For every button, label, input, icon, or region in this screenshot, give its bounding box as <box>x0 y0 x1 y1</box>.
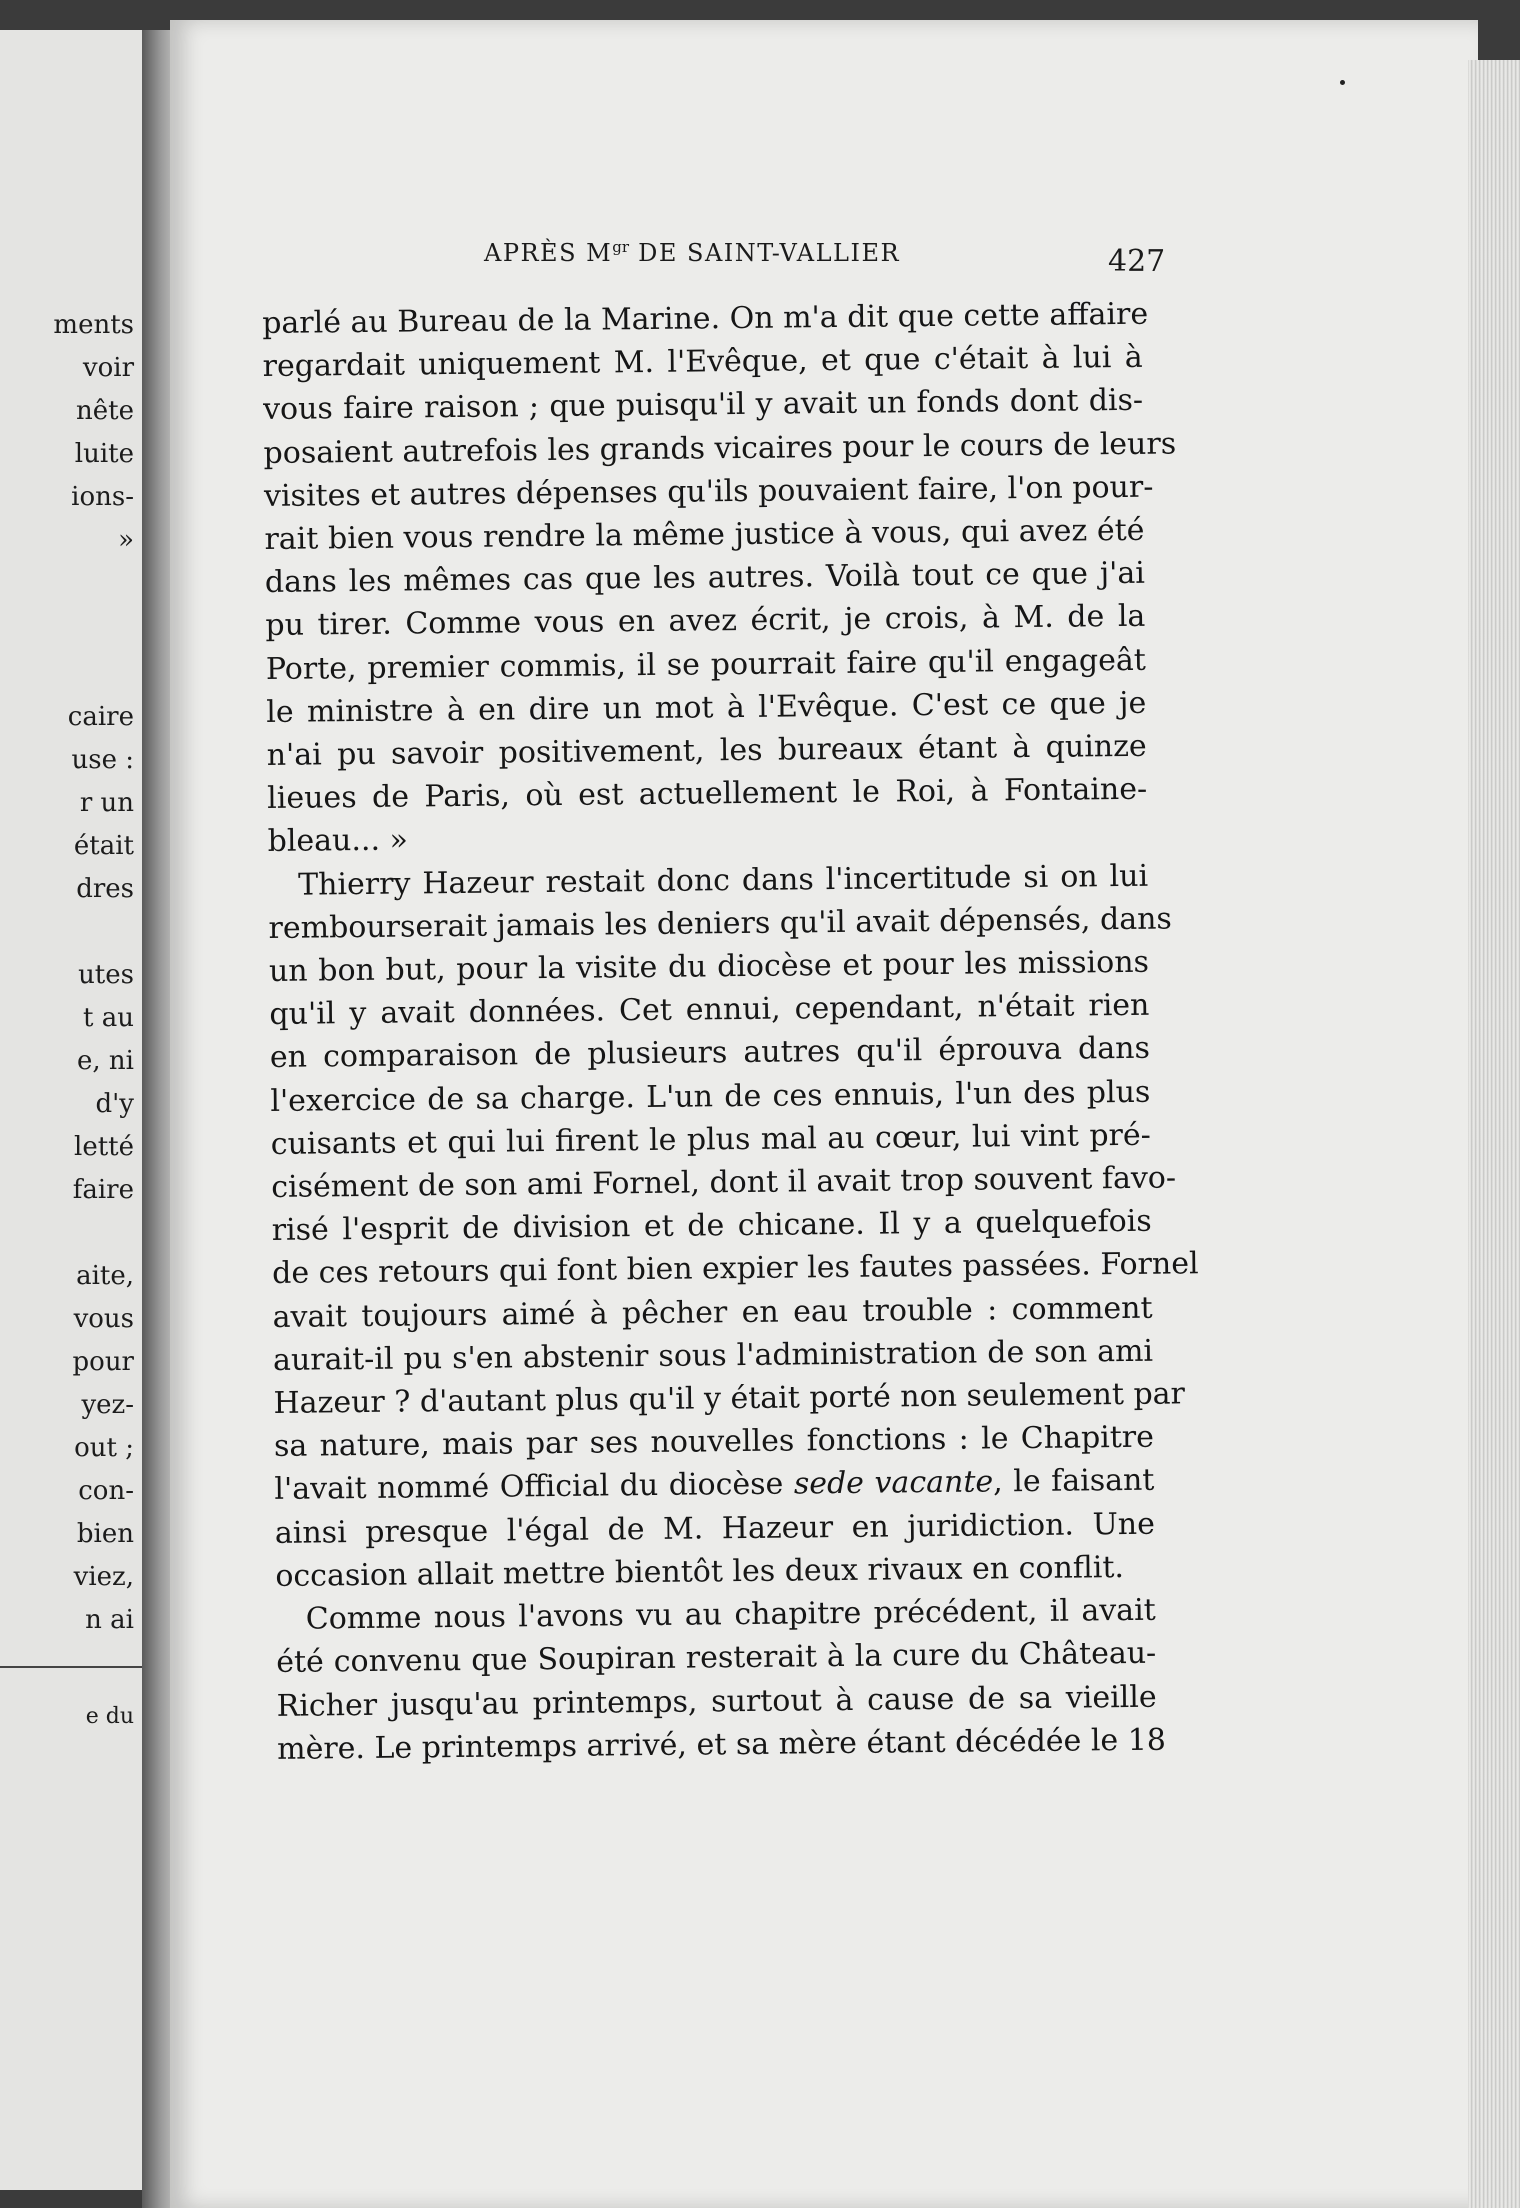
left-page-text: n ai <box>85 1605 134 1635</box>
text-line: parlé au Bureau de la Marine. On m'a dit que cette affaire <box>262 296 1149 341</box>
left-page-text: » <box>118 525 134 555</box>
text-line: Richer jusqu'au printemps, surtout à cause de sa vieille <box>276 1679 1157 1724</box>
text-line: rait bien vous rendre la même justice à vous, qui avez été <box>264 512 1145 558</box>
speck <box>1340 80 1345 85</box>
text-line: risé l'esprit de division et de chicane. Il y a quelquefois <box>271 1204 1152 1249</box>
left-page-text: e, ni <box>77 1046 134 1076</box>
footnote-rule <box>0 1666 142 1668</box>
body-text <box>262 293 1199 1771</box>
left-page-text: nête <box>76 396 134 426</box>
left-page-text: r un <box>79 788 134 818</box>
text-line: cisément de son ami Fornel, dont il avait trop souvent favo- <box>271 1160 1177 1206</box>
text-line: de ces retours qui font bien expier les fautes passées. Fornel <box>271 1246 1199 1292</box>
text-line: regardait uniquement M. l'Evêque, et que c'était à lui à <box>262 339 1143 385</box>
left-page-text: yez- <box>81 1390 134 1420</box>
text-line: qu'il y avait données. Cet ennui, cependant, n'était rien <box>269 987 1150 1033</box>
left-page-text: caire <box>67 702 134 732</box>
text-line: l'avait nommé Official du diocèse sede vacante, le faisant <box>274 1463 1155 1508</box>
paragraph <box>262 293 1177 864</box>
left-page-text: voir <box>82 353 134 383</box>
paragraphs <box>262 293 1199 1771</box>
left-page-text: luite <box>74 439 134 469</box>
text-line: mère. Le printemps arrivé, et sa mère étant décédée le 18 <box>276 1722 1167 1767</box>
page-number: 427 <box>1108 244 1166 279</box>
left-page-text: ments <box>53 310 134 340</box>
text-line: avait toujours aimé à pêcher en eau trouble : comment <box>272 1290 1153 1335</box>
left-page-text: était <box>73 831 134 861</box>
left-page-text: t au <box>83 1003 134 1033</box>
text-line: dans les mêmes cas que les autres. Voilà tout ce que j'ai <box>264 555 1146 601</box>
running-title-rest: DE SAINT-VALLIER <box>629 239 901 267</box>
text-line: le ministre à en dire un mot à l'Evêque. C'est ce que je <box>266 685 1147 730</box>
left-page-text: bien <box>76 1519 134 1549</box>
left-page-text: pour <box>72 1347 134 1377</box>
left-page-footnote: e du <box>85 1704 134 1729</box>
left-page-text: use : <box>71 745 134 775</box>
text-line: occasion allait mettre bientôt les deux rivaux en conflit. <box>275 1549 1125 1594</box>
left-page-text: out ; <box>74 1433 134 1463</box>
text-line: vous faire raison ; que puisqu'il y avait un fonds dont dis- <box>262 383 1144 428</box>
text-line: ainsi presque l'égal de M. Hazeur en juridiction. Une <box>274 1506 1156 1551</box>
text-line: Hazeur ? d'autant plus qu'il y était porté non seulement par <box>273 1376 1186 1422</box>
text-line: un bon but, pour la visite du diocèse et pour les missions <box>268 944 1150 990</box>
text-line: Comme nous l'avons vu au chapitre précédent, il avait <box>305 1592 1156 1637</box>
text-line: aurait-il pu s'en abstenir sous l'administration de son ami <box>272 1333 1154 1378</box>
text-line: posaient autrefois les grands vicaires pour le cours de leurs <box>263 426 1177 471</box>
paragraph <box>268 854 1199 1598</box>
left-page-text: aite, <box>76 1261 134 1291</box>
page-edges <box>1468 60 1520 2208</box>
running-title-superscript: gr <box>612 238 629 256</box>
text-line: cuisants et qui lui firent le plus mal au cœur, lui vint pré- <box>270 1117 1151 1162</box>
left-page-text: d'y <box>95 1089 134 1119</box>
text-line: Porte, premier commis, il se pourrait faire qu'il engageât <box>265 642 1146 687</box>
left-page-text: letté <box>74 1132 134 1162</box>
left-page-fragment <box>0 30 142 2190</box>
text-line: Thierry Hazeur restait donc dans l'incertitude si on lui <box>297 858 1149 903</box>
text-line: l'exercice de sa charge. L'un de ces ennuis, l'un des plus <box>270 1074 1151 1119</box>
left-page-text: faire <box>72 1175 134 1205</box>
left-page-text: con- <box>78 1476 134 1506</box>
text-line: sa nature, mais par ses nouvelles fonctions : le Chapitre <box>273 1420 1155 1465</box>
text-line: pu tirer. Comme vous en avez écrit, je crois, à M. de la <box>265 599 1146 644</box>
running-header <box>484 238 900 267</box>
paragraph <box>276 1589 1167 1771</box>
running-title: APRÈS M <box>484 239 613 267</box>
text-line: n'ai pu savoir positivement, les bureaux étant à quinze <box>266 728 1147 774</box>
text-line: rembourserait jamais les deniers qu'il avait dépensés, dans <box>268 901 1173 946</box>
text-line: visites et autres dépenses qu'ils pouvaient faire, l'on pour- <box>263 469 1154 514</box>
text-line: lieues de Paris, où est actuellement le Roi, à Fontaine- <box>267 771 1148 817</box>
left-page-text: dres <box>76 874 134 904</box>
text-line: bleau... » <box>267 822 409 860</box>
left-page-text: vous <box>73 1304 134 1334</box>
text-line: en comparaison de plusieurs autres qu'il éprouva dans <box>269 1031 1151 1076</box>
left-page-text: utes <box>78 960 134 990</box>
text-line: été convenu que Soupiran resterait à la cure du Château- <box>276 1636 1157 1681</box>
left-page-text: viez, <box>73 1562 134 1592</box>
left-page-text: ions- <box>71 482 134 512</box>
